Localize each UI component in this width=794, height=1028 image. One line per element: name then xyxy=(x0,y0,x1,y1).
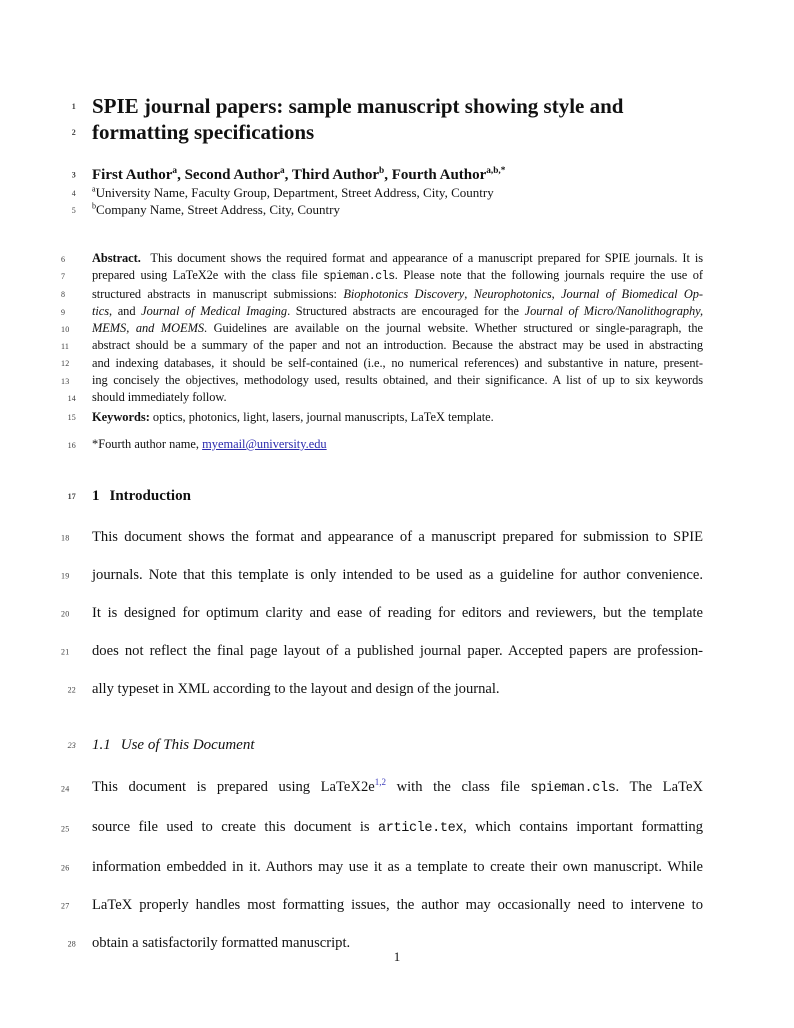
line-number: 21 xyxy=(61,647,70,657)
line-text xyxy=(92,268,703,282)
text-run: , xyxy=(551,286,562,301)
text-run: b xyxy=(379,166,385,176)
line-number: 16 xyxy=(67,440,76,450)
line-text xyxy=(92,338,703,352)
doc-line xyxy=(67,436,703,453)
line-number: 17 xyxy=(67,492,76,502)
line-text xyxy=(92,779,703,795)
text-run: a xyxy=(280,166,285,176)
line-text xyxy=(92,167,505,183)
text-run: spieman.cls xyxy=(323,270,395,284)
doc-line xyxy=(61,303,703,320)
doc-line xyxy=(61,556,703,594)
doc-line xyxy=(71,119,703,145)
doc-line xyxy=(67,670,703,708)
doc-line xyxy=(61,632,703,670)
doc-line xyxy=(61,886,703,924)
text-run: LaTeX properly handles most formatting issues, the author may occasionally need to intervene to xyxy=(92,897,703,914)
email-link[interactable]: myemail@university.edu xyxy=(202,436,327,451)
line-text xyxy=(92,202,340,217)
text-run: First Author xyxy=(92,167,173,183)
line-text xyxy=(92,94,624,118)
text-run: SPIE journal papers: sample manuscript showing style and xyxy=(92,94,624,118)
line-number: 12 xyxy=(61,359,70,369)
line-text xyxy=(92,605,703,621)
line-number: 27 xyxy=(61,901,70,911)
doc-line xyxy=(61,337,703,354)
line-number: 28 xyxy=(67,939,76,949)
text-run: University Name, Faculty Group, Department, Street Address, City, Country xyxy=(95,185,494,200)
text-run: a,b,* xyxy=(486,166,506,176)
text-run: , Fourth Author xyxy=(384,167,487,183)
text-run: This document shows the format and appearance of a manuscript prepared for submission to SPIE xyxy=(92,529,703,546)
page-number: 1 xyxy=(393,949,401,964)
text-run: formatting specifications xyxy=(92,120,315,144)
doc-line xyxy=(71,184,703,201)
line-number: 23 xyxy=(67,741,76,751)
text-run: Journal of Micro/Nanolithography, xyxy=(524,303,703,318)
line-number: 14 xyxy=(67,394,76,404)
text-run: 1.1 xyxy=(92,737,111,754)
line-number: 13 xyxy=(61,376,70,386)
line-number: 19 xyxy=(61,571,70,581)
doc-line xyxy=(61,267,703,285)
line-number: 1 xyxy=(71,102,76,112)
text-run: does not reflect the final page layout of a published journal paper. Accepted papers are profession- xyxy=(92,643,703,660)
line-number: 10 xyxy=(61,324,70,334)
line-text xyxy=(92,737,255,753)
text-run: obtain a satisfactorily formatted manuscript. xyxy=(92,935,351,952)
text-run: . The LaTeX xyxy=(615,779,703,796)
doc-line xyxy=(61,848,703,886)
text-run: , which contains important formatting xyxy=(463,819,703,836)
text-run: Company Name, Street Address, City, Country xyxy=(96,202,340,217)
doc-line xyxy=(71,201,703,218)
line-text xyxy=(92,356,703,370)
line-number: 18 xyxy=(61,533,70,543)
line-number: 8 xyxy=(61,290,66,300)
doc-line xyxy=(61,372,703,389)
doc-line xyxy=(61,286,703,303)
line-number: 4 xyxy=(71,188,76,198)
doc-line xyxy=(71,166,703,184)
doc-line xyxy=(67,409,703,426)
document-body xyxy=(61,0,703,962)
line-number: 26 xyxy=(61,863,70,873)
line-number: 22 xyxy=(67,685,76,695)
text-run: prepared using LaTeX2e with the class file xyxy=(92,268,324,283)
text-run: , Second Author xyxy=(177,167,281,183)
line-number: 20 xyxy=(61,609,70,619)
text-run: article.tex xyxy=(377,821,464,837)
line-text xyxy=(92,437,327,451)
text-run: a xyxy=(92,184,96,194)
line-text xyxy=(92,321,703,335)
text-run: information embedded in it. Authors may use it as a template to create their own manuscript. While xyxy=(92,859,703,876)
line-text xyxy=(92,410,494,424)
doc-line xyxy=(61,355,703,372)
line-text xyxy=(92,373,703,387)
line-number: 24 xyxy=(61,784,70,794)
line-text xyxy=(92,287,703,301)
text-run: MEMS, and MOEMS xyxy=(92,321,204,336)
line-number: 3 xyxy=(71,170,76,180)
text-run: Neurophotonics xyxy=(473,286,552,301)
line-number: 11 xyxy=(61,342,70,352)
text-run: , Third Author xyxy=(284,167,380,183)
text-run: Introduction xyxy=(109,488,191,505)
doc-line xyxy=(67,735,703,755)
text-run: . Guidelines are available on the journal website. Whether structured or single-paragraph, the xyxy=(203,321,703,336)
text-run: This document is prepared using LaTeX2e xyxy=(92,779,375,796)
text-run: b xyxy=(92,201,97,211)
text-run: . Structured abstracts are encouraged for the xyxy=(287,303,525,318)
text-run: , xyxy=(464,286,474,301)
text-run: ally typeset in XML according to the layout and design of the journal. xyxy=(92,681,500,698)
text-run: abstract should be a summary of the paper and not an introduction. Because the abstract may be used in abstracting xyxy=(92,338,703,353)
doc-line xyxy=(61,594,703,632)
text-run: should immediately follow. xyxy=(92,390,227,405)
line-number: 15 xyxy=(67,413,76,423)
line-text xyxy=(92,251,703,265)
doc-line xyxy=(61,768,703,808)
text-run: Keywords: xyxy=(92,409,150,424)
text-run: structured abstracts in manuscript submissions: xyxy=(92,286,344,301)
text-run: Use of This Document xyxy=(120,737,255,754)
line-number: 5 xyxy=(71,205,76,215)
line-text xyxy=(92,304,703,318)
line-text xyxy=(92,897,703,913)
line-number: 25 xyxy=(61,824,70,834)
line-text xyxy=(92,185,494,200)
text-run: *Fourth author name, xyxy=(92,436,203,451)
text-run: and indexing databases, it should be self-contained (i.e., no numerical references) and substantive in nature, present- xyxy=(92,355,703,370)
text-run: source file used to create this document is xyxy=(92,819,378,836)
line-text xyxy=(92,681,500,697)
doc-line xyxy=(67,486,703,506)
text-run: Journal of Medical Imaging xyxy=(141,303,288,318)
doc-line xyxy=(61,808,703,848)
line-text xyxy=(92,859,703,875)
text-run: Journal of Biomedical Op- xyxy=(561,286,703,301)
text-run: This document shows the required format and appearance of a manuscript prepared for SPIE journals. It is xyxy=(140,251,703,265)
line-text xyxy=(92,390,227,404)
line-number: 2 xyxy=(71,128,76,138)
text-run: with the class file xyxy=(386,779,531,796)
text-run: It is designed for optimum clarity and ease of reading for editors and reviewers, but the template xyxy=(92,605,703,622)
text-run: ing concisely the objectives, methodology used, results obtained, and their significance. A list of up to six keywords xyxy=(92,373,703,388)
text-run: optics, photonics, light, lasers, journal manuscripts, LaTeX template. xyxy=(149,409,494,424)
line-text xyxy=(92,567,703,583)
text-run: journals. Note that this template is only intended to be used as a guideline for author convenience. xyxy=(92,567,703,584)
line-text xyxy=(92,529,703,545)
doc-line xyxy=(61,250,703,267)
line-number: 6 xyxy=(61,254,66,264)
citation-link[interactable]: 1,2 xyxy=(374,777,387,788)
text-run: tics xyxy=(92,303,110,318)
text-run: Biophotonics Discovery xyxy=(343,286,465,301)
doc-line xyxy=(67,389,703,406)
text-run: a xyxy=(172,166,178,176)
line-text xyxy=(92,488,191,504)
text-run: Abstract. xyxy=(92,251,141,265)
doc-line xyxy=(71,93,703,119)
text-run: . Please note that the following journals require the use of xyxy=(394,268,703,283)
line-text xyxy=(92,643,703,659)
text-run: 1 xyxy=(92,488,100,505)
doc-line xyxy=(61,320,703,337)
line-number: 7 xyxy=(61,272,66,282)
text-run: spieman.cls xyxy=(530,781,616,797)
line-text xyxy=(92,819,703,835)
line-text xyxy=(92,120,314,144)
text-run: , and xyxy=(109,303,142,318)
doc-line xyxy=(61,518,703,556)
line-number: 9 xyxy=(61,307,66,317)
